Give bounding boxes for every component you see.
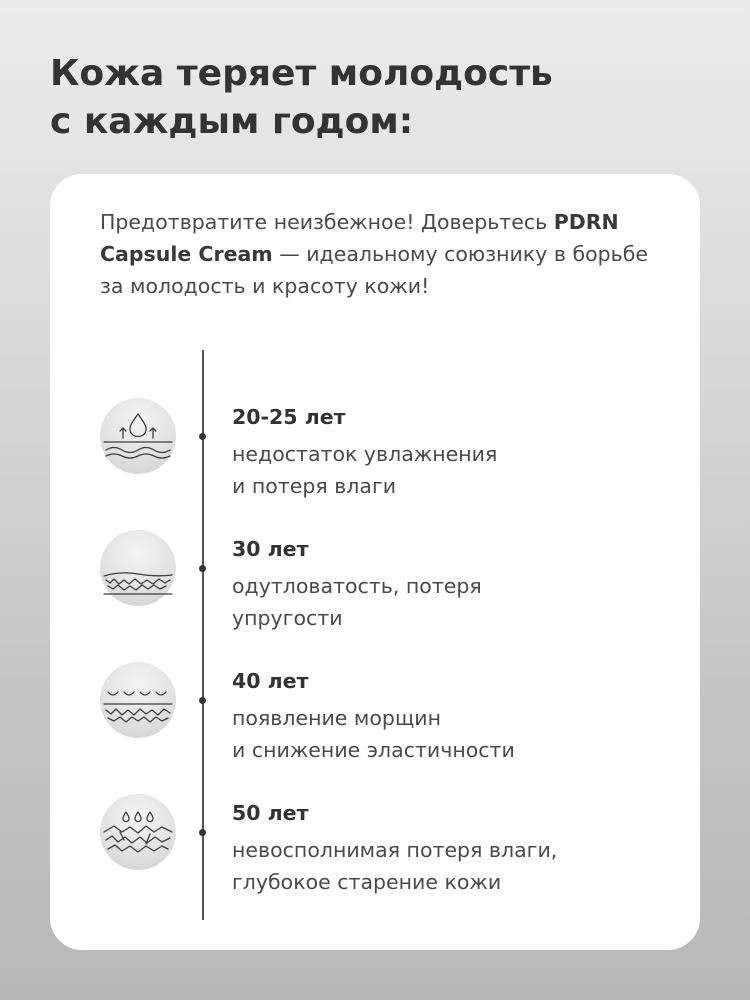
wrinkles-skin-icon [100,662,176,738]
product-name: PDRN Capsule Cream [100,210,619,267]
timeline-stage-50 [50,778,700,894]
page-title [50,50,700,146]
stage-description-line-2: и снижение эластичности [232,738,515,762]
page-title-line-2: с каждым годом: [50,101,414,142]
stage-description [232,438,672,502]
timeline-dot [199,697,206,704]
stage-description [232,834,672,898]
stage-description-line-2: глубокое старение кожи [232,870,502,894]
info-card [50,174,700,950]
intro-text-part-1: Предотвратите неизбежное! Доверьтесь [100,210,554,234]
timeline-stage-30 [50,514,700,630]
stage-age: 20-25 лет [232,405,346,429]
intro-text-part-2: — идеальному союзнику в борьбе за молодость и красоту кожи! [100,242,648,299]
timeline-dot [199,433,206,440]
timeline-stage-20-25 [50,382,700,498]
stage-description-line-1: появление морщин [232,706,441,730]
dry-skin-drops-icon [100,794,176,870]
stage-description [232,570,672,634]
stage-description-line-2: упругости [232,606,343,630]
stage-age: 30 лет [232,537,309,561]
timeline-dot [199,565,206,572]
stage-description [232,702,672,766]
timeline-dot [199,829,206,836]
stage-description-line-1: одутловатость, потеря [232,574,482,598]
water-drop-skin-icon [100,398,176,474]
timeline-stage-40 [50,646,700,762]
stage-age: 40 лет [232,669,309,693]
stage-description-line-2: и потеря влаги [232,474,397,498]
skin-layer-icon [100,530,176,606]
intro-text [100,206,660,303]
stage-description-line-1: недостаток увлажнения [232,442,498,466]
stage-age: 50 лет [232,801,309,825]
page-title-line-1: Кожа теряет молодость [50,53,553,94]
stage-description-line-1: невосполнимая потеря влаги, [232,838,558,862]
